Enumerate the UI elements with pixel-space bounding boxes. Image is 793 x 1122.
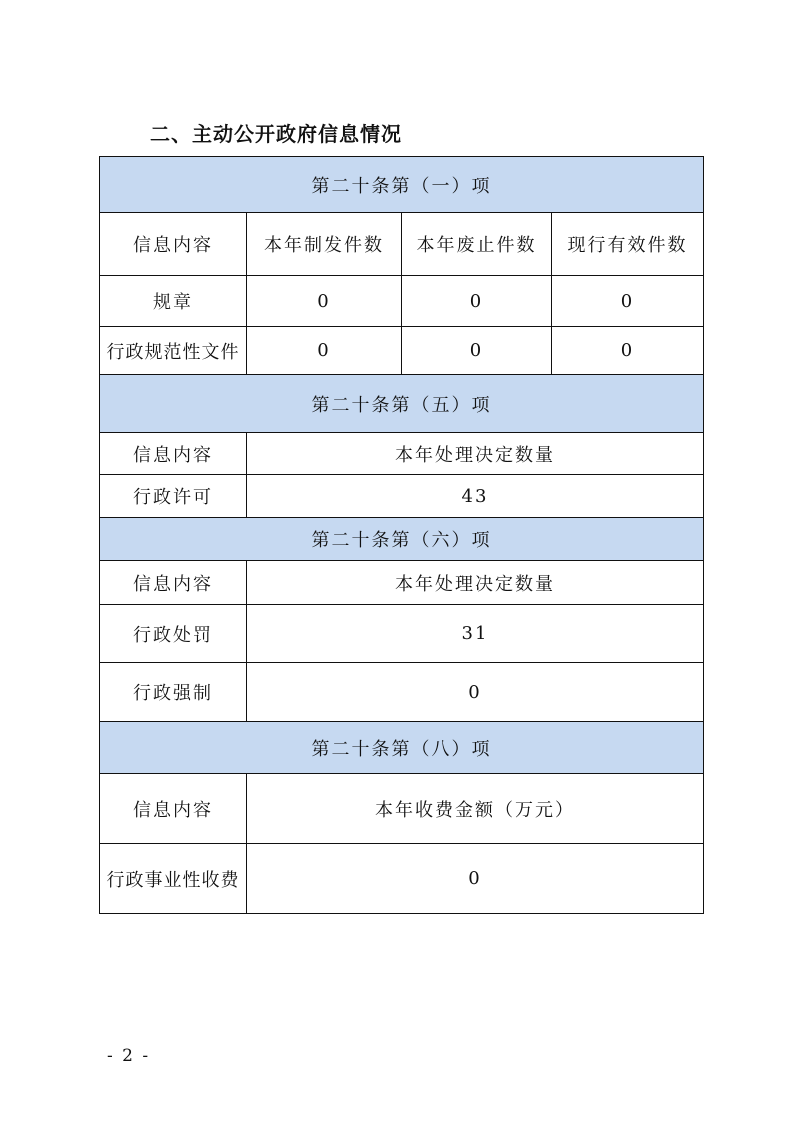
table-row (100, 327, 704, 375)
cell-value: 31 (247, 605, 704, 663)
cell-value: 0 (552, 276, 704, 327)
cell-value: 0 (247, 844, 704, 914)
header-info-content: 信息内容 (100, 433, 247, 475)
column-header-row (100, 561, 704, 605)
section-title-20-1: 第二十条第（一）项 (100, 157, 704, 213)
row-label-administrative-penalty: 行政处罚 (100, 605, 247, 663)
row-label-normative-documents: 行政规范性文件 (100, 327, 247, 375)
government-info-table (99, 156, 704, 914)
cell-value: 0 (247, 276, 402, 327)
header-valid-count: 现行有效件数 (552, 213, 704, 276)
row-label-administrative-enforcement: 行政强制 (100, 663, 247, 722)
header-issued-count: 本年制发件数 (247, 213, 402, 276)
table-row (100, 844, 704, 914)
cell-value: 43 (247, 475, 704, 518)
cell-value: 0 (247, 327, 402, 375)
table-row (100, 663, 704, 722)
cell-value: 0 (402, 276, 552, 327)
header-info-content: 信息内容 (100, 774, 247, 844)
header-info-content: 信息内容 (100, 561, 247, 605)
cell-value: 0 (552, 327, 704, 375)
section-title-20-5: 第二十条第（五）项 (100, 375, 704, 433)
cell-value: 0 (402, 327, 552, 375)
header-info-content: 信息内容 (100, 213, 247, 276)
header-decision-count: 本年处理决定数量 (247, 561, 704, 605)
column-header-row (100, 433, 704, 475)
header-decision-count: 本年处理决定数量 (247, 433, 704, 475)
header-abolished-count: 本年废止件数 (402, 213, 552, 276)
table-row (100, 605, 704, 663)
section-header-row (100, 157, 704, 213)
table-row (100, 475, 704, 518)
section-title-20-8: 第二十条第（八）项 (100, 722, 704, 774)
page-number: - 2 - (107, 1046, 151, 1066)
section-heading: 二、主动公开政府信息情况 (150, 122, 402, 146)
section-header-row (100, 518, 704, 561)
section-header-row (100, 722, 704, 774)
table-row (100, 276, 704, 327)
row-label-regulations: 规章 (100, 276, 247, 327)
header-fee-amount: 本年收费金额（万元） (247, 774, 704, 844)
section-header-row (100, 375, 704, 433)
row-label-administrative-fees: 行政事业性收费 (100, 844, 247, 914)
row-label-administrative-license: 行政许可 (100, 475, 247, 518)
section-title-20-6: 第二十条第（六）项 (100, 518, 704, 561)
column-header-row (100, 774, 704, 844)
column-header-row (100, 213, 704, 276)
cell-value: 0 (247, 663, 704, 722)
